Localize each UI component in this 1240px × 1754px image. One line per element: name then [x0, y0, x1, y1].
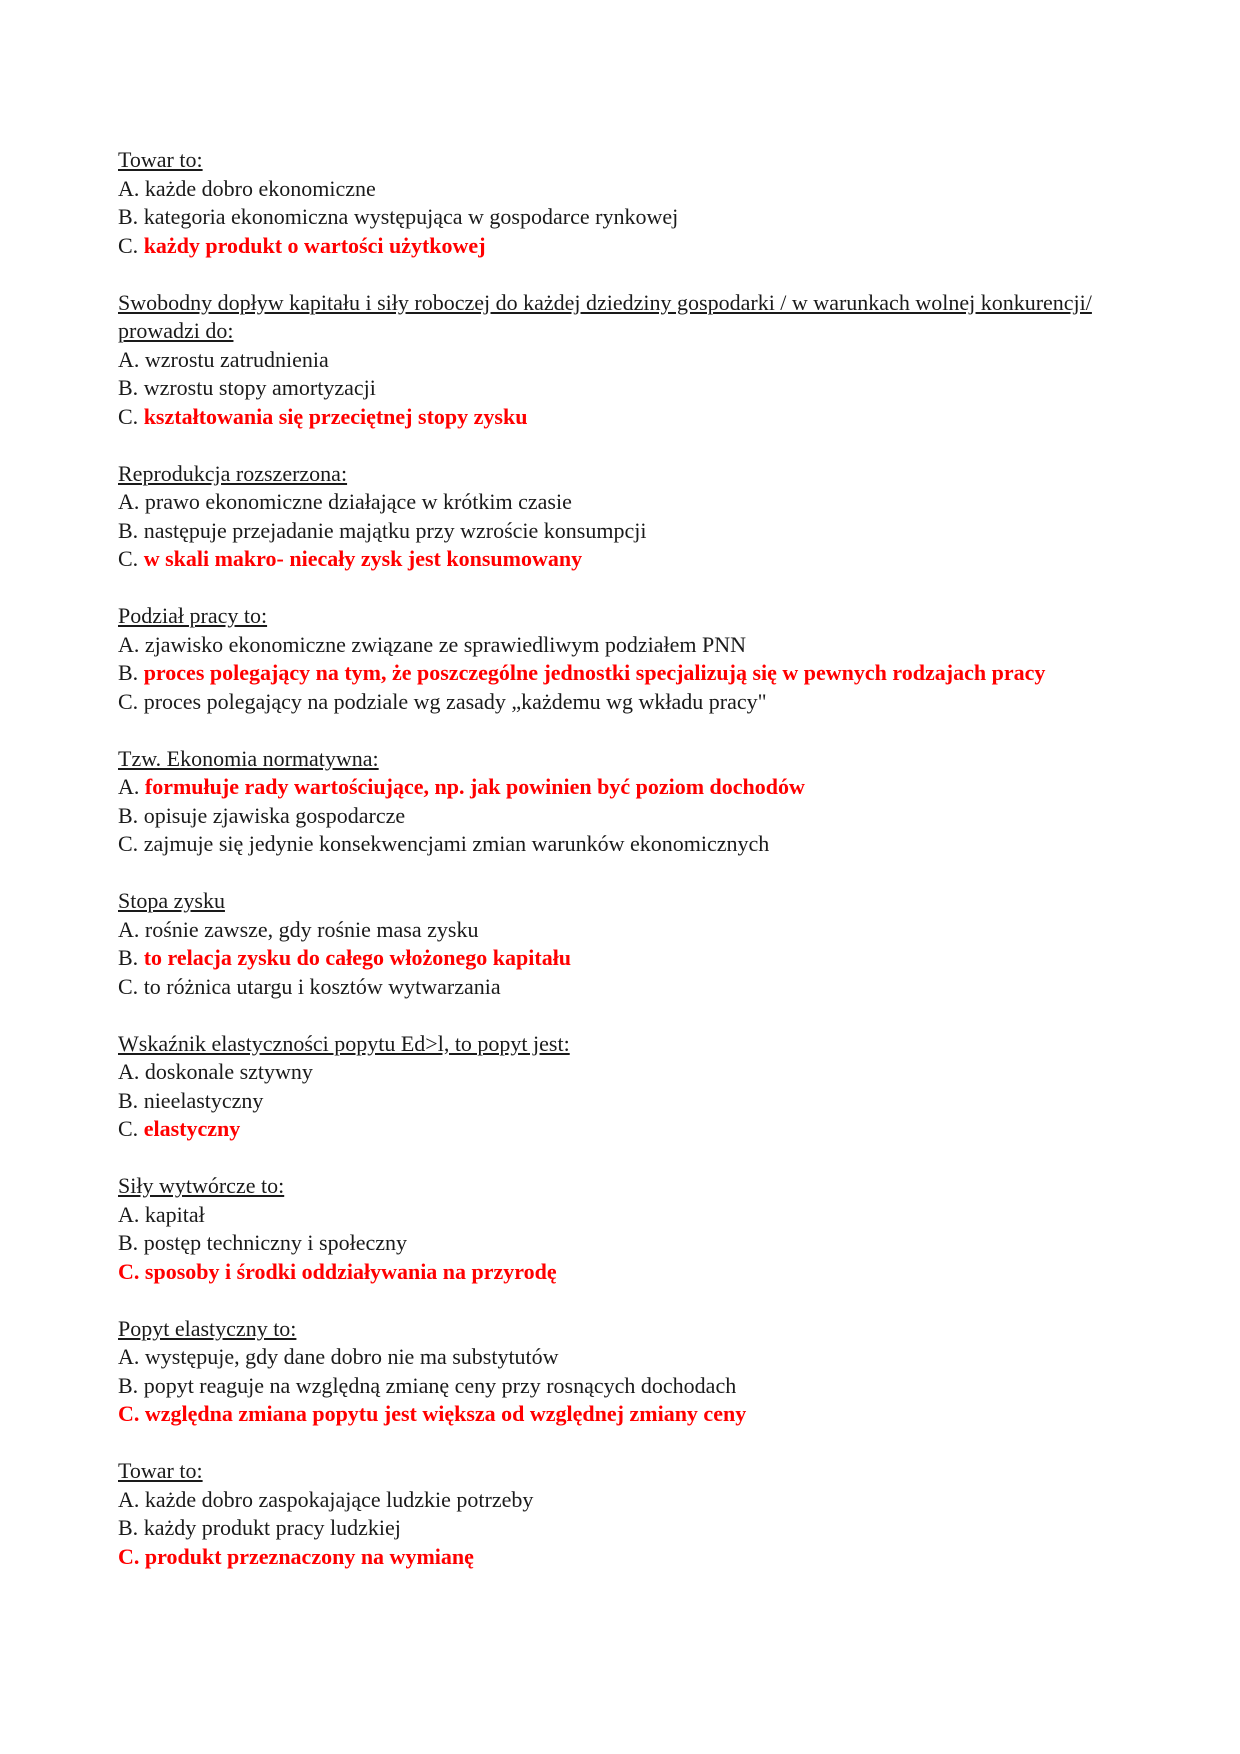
question-block [118, 745, 1128, 859]
option-letter: B. [118, 375, 139, 400]
option-letter: B. [118, 945, 139, 970]
option-letter: B. [118, 204, 139, 229]
question-title: Swobodny dopływ kapitału i siły roboczej do każdej dziedziny gospodarki / w warunkach wolnej konkurencji/ prowadzi do: [118, 289, 1092, 343]
option-text: elastyczny [143, 1116, 241, 1141]
option-text: popyt reaguje na względną zmianę ceny przy rosnących dochodach [143, 1372, 737, 1398]
option-letter: B. [118, 802, 139, 828]
answer-option-correct [118, 944, 1128, 973]
option-text: każdy produkt o wartości użytkowej [143, 232, 486, 258]
option-letter: C. [118, 1543, 140, 1569]
document-page [118, 146, 1128, 1600]
option-letter: B. [118, 660, 139, 685]
answer-option-correct [118, 1115, 1128, 1144]
option-text: nieelastyczny [143, 1087, 264, 1113]
option-text: każde dobro ekonomiczne [144, 175, 376, 201]
answer-option [118, 830, 1128, 859]
option-letter: C. [118, 546, 139, 571]
option-text: kształtowania się przeciętnej stopy zysku [143, 403, 528, 429]
option-text: w skali makro- niecały zysk jest konsumowany [143, 546, 583, 571]
option-letter: A. [118, 774, 140, 799]
option-text: występuje, gdy dane dobro nie ma substytutów [144, 1344, 559, 1369]
option-letter: C. [118, 232, 139, 258]
option-text: sposoby i środki oddziaływania na przyrodę [144, 1258, 557, 1284]
option-text: zjawisko ekonomiczne związane ze sprawiedliwym podziałem PNN [144, 631, 747, 657]
answer-option [118, 802, 1128, 831]
answer-option-correct [118, 232, 1128, 261]
question-title: Tzw. Ekonomia normatywna: [118, 745, 379, 771]
option-letter: A. [118, 1344, 140, 1369]
option-letter: B. [118, 1087, 139, 1113]
option-text: rośnie zawsze, gdy rośnie masa zysku [144, 916, 479, 942]
option-letter: C. [118, 403, 139, 429]
question-block [118, 1030, 1128, 1144]
question-title: Towar to: [118, 1458, 203, 1483]
option-letter: C. [118, 1116, 139, 1141]
option-text: zajmuje się jedynie konsekwencjami zmian warunków ekonomicznych [143, 831, 770, 856]
question-title: Popyt elastyczny to: [118, 1315, 297, 1341]
answer-option [118, 973, 1128, 1002]
option-letter: A. [118, 346, 140, 372]
answer-option [118, 488, 1128, 517]
answer-option [118, 1514, 1128, 1543]
option-letter: C. [118, 831, 139, 856]
answer-option [118, 175, 1128, 204]
option-letter: A. [118, 631, 140, 657]
question-title: Wskaźnik elastyczności popytu Ed>l, to popyt jest: [118, 1030, 570, 1056]
option-text: każdy produkt pracy ludzkiej [143, 1515, 401, 1540]
answer-option [118, 1343, 1128, 1372]
answer-option [118, 346, 1128, 375]
option-letter: C. [118, 688, 139, 714]
option-text: kategoria ekonomiczna występująca w gospodarce rynkowej [143, 204, 679, 229]
option-letter: C. [118, 1401, 140, 1426]
option-text: to relacja zysku do całego włożonego kapitału [143, 945, 572, 970]
option-text: wzrostu zatrudnienia [144, 346, 329, 372]
answer-option [118, 1486, 1128, 1515]
answer-option [118, 631, 1128, 660]
answer-option-correct [118, 773, 1128, 802]
question-title: Towar to: [118, 147, 203, 172]
answer-option [118, 517, 1128, 546]
answer-option [118, 1087, 1128, 1116]
option-letter: A. [118, 1201, 140, 1227]
answer-option [118, 203, 1128, 232]
answer-option-correct [118, 1400, 1128, 1429]
option-text: proces polegający na podziale wg zasady „każdemu wg wkładu pracy" [143, 688, 767, 714]
option-text: to różnica utargu i kosztów wytwarzania [143, 973, 501, 999]
option-letter: A. [118, 1486, 140, 1512]
option-letter: A. [118, 175, 140, 201]
option-letter: B. [118, 1515, 139, 1540]
question-block [118, 1457, 1128, 1571]
option-text: opisuje zjawiska gospodarcze [143, 802, 406, 828]
answer-option [118, 688, 1128, 717]
question-block [118, 887, 1128, 1001]
answer-option-correct [118, 403, 1128, 432]
answer-option-correct [118, 1258, 1128, 1287]
question-title: Podział pracy to: [118, 603, 268, 628]
answer-option [118, 374, 1128, 403]
option-letter: A. [118, 916, 140, 942]
option-text: względna zmiana popytu jest większa od względnej zmiany ceny [144, 1401, 747, 1426]
question-title: Siły wytwórcze to: [118, 1173, 285, 1198]
option-text: formułuje rady wartościujące, np. jak powinien być poziom dochodów [144, 774, 805, 799]
option-text: każde dobro zaspokajające ludzkie potrzeby [144, 1486, 534, 1512]
answer-option [118, 1372, 1128, 1401]
answer-option [118, 1201, 1128, 1230]
option-letter: B. [118, 1230, 139, 1255]
question-block [118, 1315, 1128, 1429]
question-block [118, 289, 1128, 432]
option-letter: C. [118, 973, 139, 999]
answer-option [118, 916, 1128, 945]
answer-option-correct [118, 545, 1128, 574]
answer-option [118, 1058, 1128, 1087]
answer-option [118, 1229, 1128, 1258]
option-letter: B. [118, 517, 139, 543]
option-letter: B. [118, 1372, 139, 1398]
question-title: Stopa zysku [118, 888, 225, 913]
question-block [118, 1172, 1128, 1286]
option-letter: C. [118, 1258, 140, 1284]
question-title: Reprodukcja rozszerzona: [118, 460, 348, 486]
option-text: postęp techniczny i społeczny [143, 1230, 407, 1255]
option-text: wzrostu stopy amortyzacji [143, 375, 376, 400]
option-text: doskonale sztywny [144, 1059, 313, 1084]
option-text: następuje przejadanie majątku przy wzroście konsumpcji [143, 517, 647, 543]
question-block [118, 602, 1128, 716]
answer-option-correct [118, 659, 1128, 688]
option-text: produkt przeznaczony na wymianę [144, 1543, 474, 1569]
question-block [118, 460, 1128, 574]
answer-option-correct [118, 1543, 1128, 1572]
question-block [118, 146, 1128, 260]
option-text: prawo ekonomiczne działające w krótkim czasie [144, 489, 572, 514]
option-text: kapitał [144, 1201, 205, 1227]
option-letter: A. [118, 489, 140, 514]
option-text: proces polegający na tym, że poszczególne jednostki specjalizują się w pewnych rodzajach pracy [143, 660, 1046, 685]
option-letter: A. [118, 1059, 140, 1084]
